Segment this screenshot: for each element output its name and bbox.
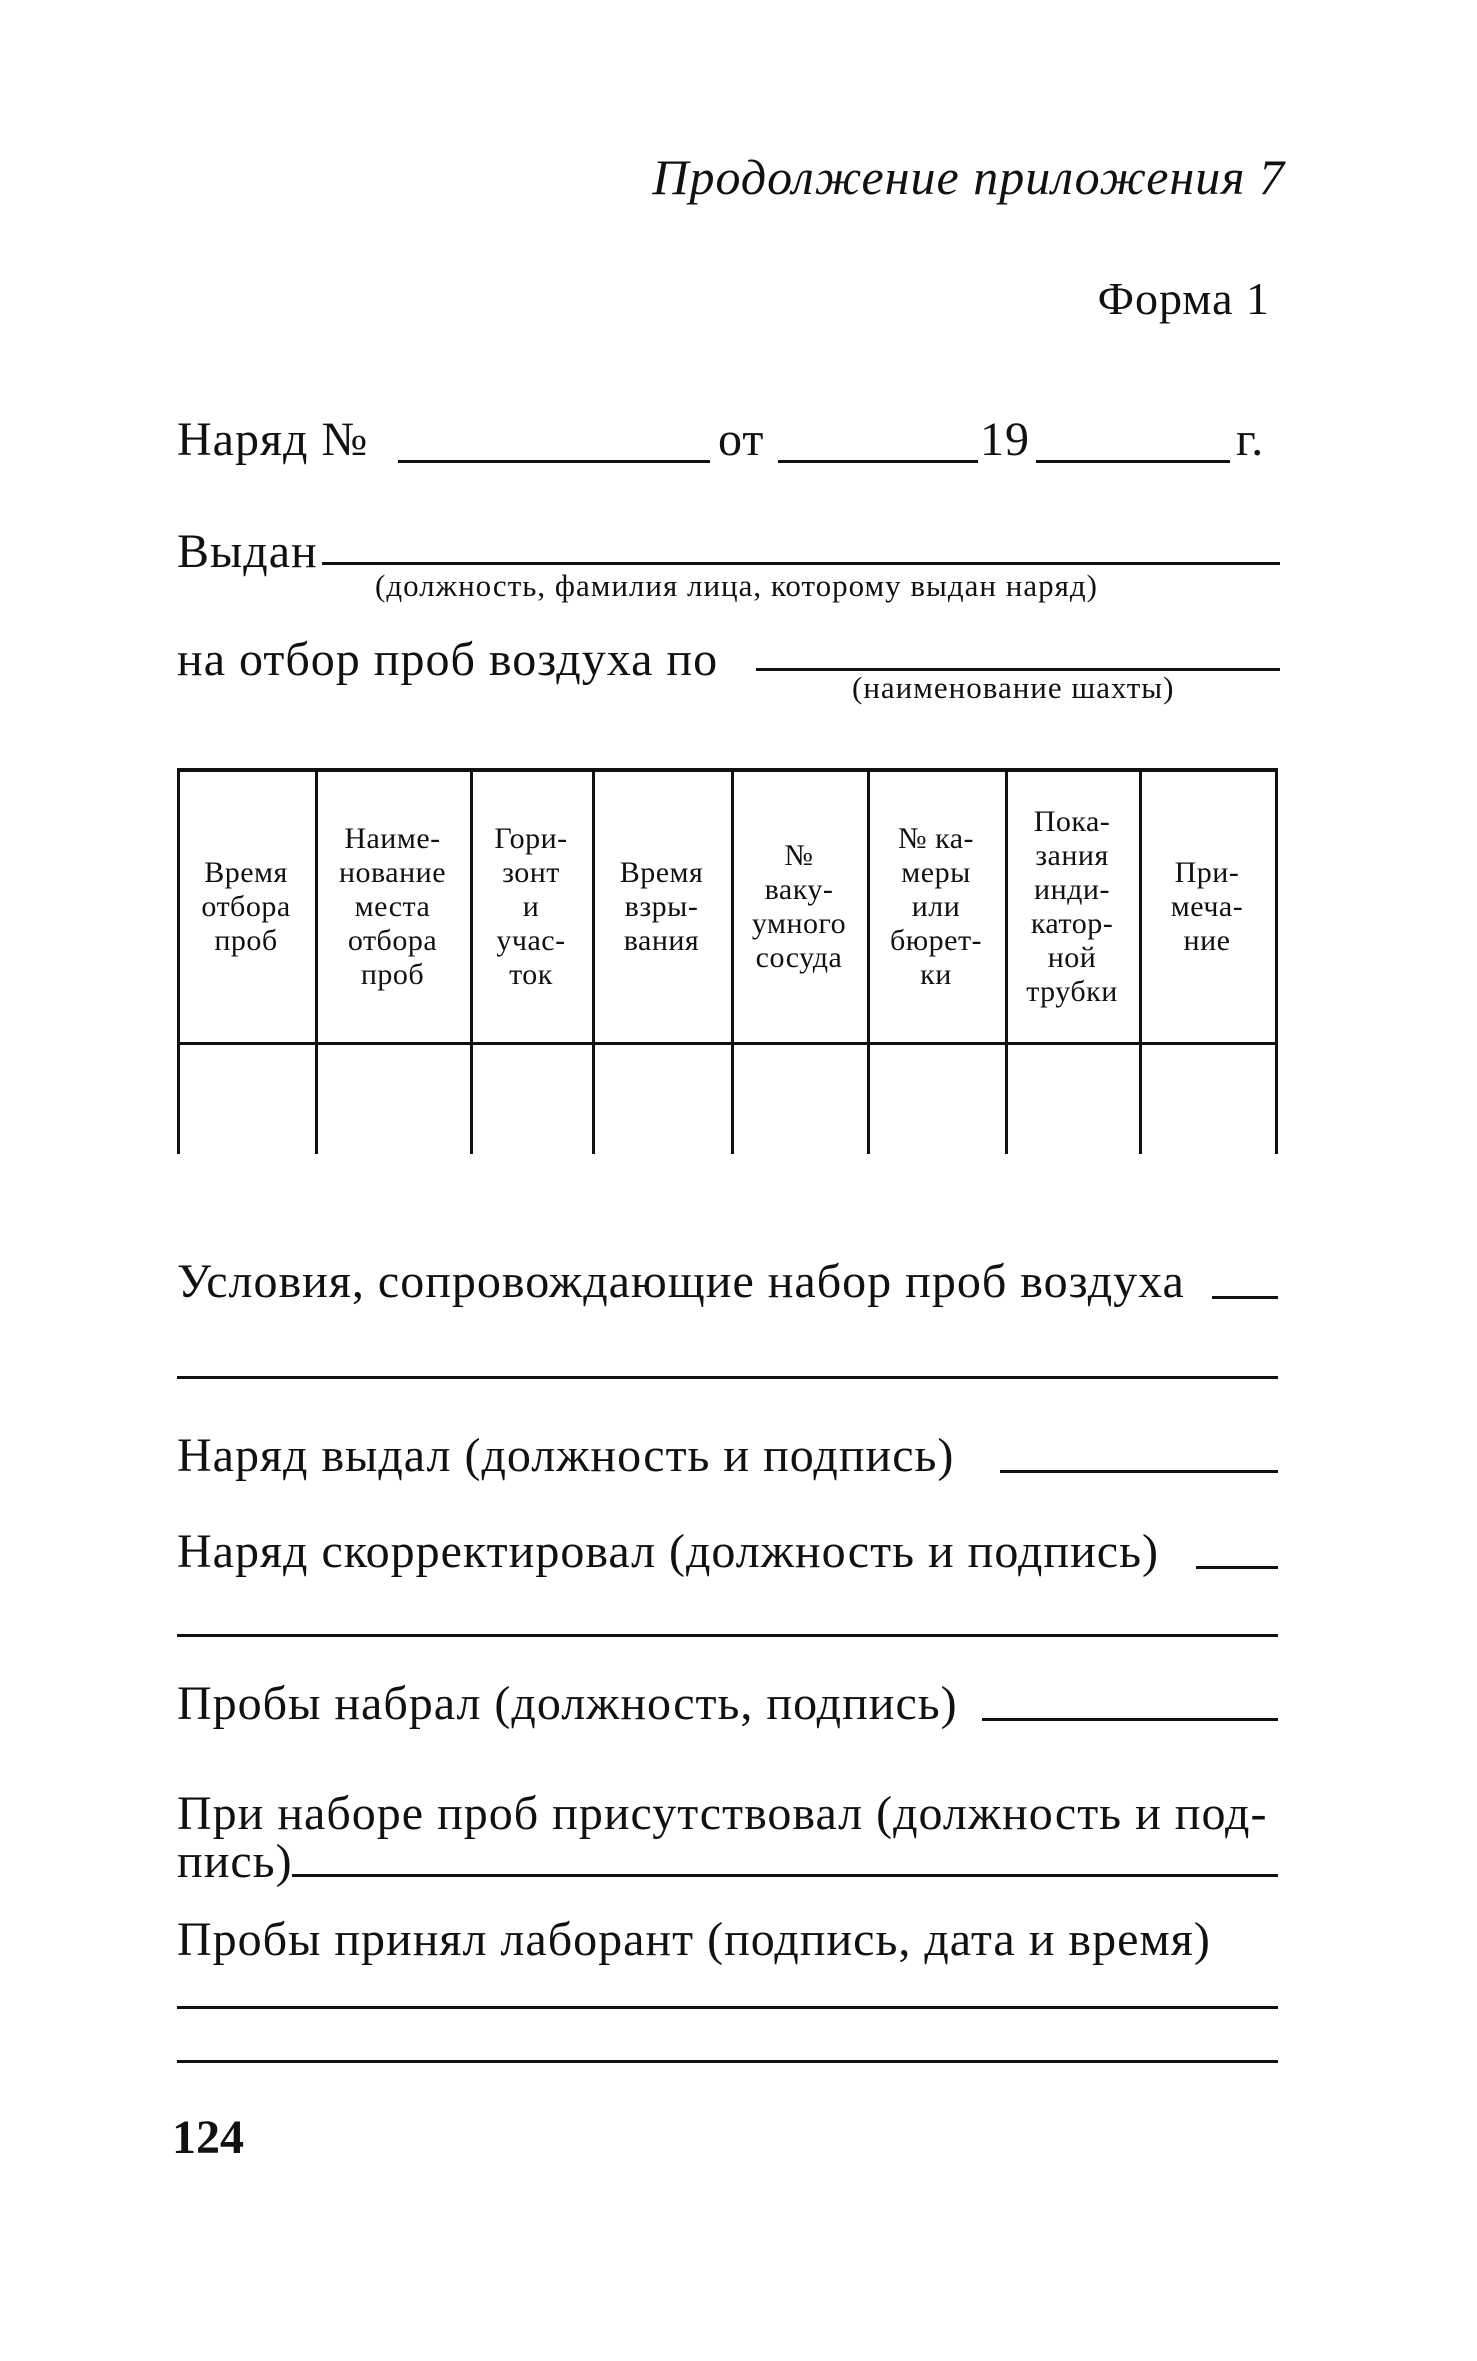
order-date-label: от	[718, 413, 765, 466]
received-by-label: Пробы принял лаборант (подпись, дата и время)	[177, 1913, 1211, 1966]
issued-by-label: Наряд выдал (должность и подпись)	[177, 1429, 955, 1482]
purpose-caption: (наименование шахты)	[852, 670, 1175, 705]
sampled-by-label: Пробы набрал (должность, подпись)	[177, 1677, 958, 1730]
corrected-by-blank-continued[interactable]	[177, 1634, 1278, 1637]
received-by-blank-continued[interactable]	[177, 2060, 1278, 2063]
present-blank[interactable]	[292, 1874, 1278, 1877]
table-header-sampling-place: Наиме- нование места отбора проб	[338, 822, 447, 991]
form-label: Форма 1	[1097, 273, 1270, 324]
conditions-label: Условия, сопровождающие набор проб воздуха	[177, 1255, 1185, 1308]
table-header-note: При- меча- ние	[1170, 856, 1244, 957]
table-header-vessel-number: № ваку- умного сосуда	[751, 839, 847, 974]
order-number-blank[interactable]	[398, 460, 710, 463]
order-year-suffix: г.	[1236, 413, 1265, 466]
received-by-blank[interactable]	[177, 2006, 1278, 2009]
conditions-blank[interactable]	[1212, 1296, 1278, 1299]
present-label-line2: пись)	[177, 1835, 293, 1888]
order-date-blank[interactable]	[778, 460, 978, 463]
purpose-label: на отбор проб воздуха по	[177, 633, 719, 686]
table-header-divider	[177, 1042, 1278, 1045]
corrected-by-label: Наряд скорректировал (должность и подпись)	[177, 1525, 1159, 1578]
table-border	[1275, 768, 1278, 1154]
table-header-chamber-number: № ка- меры или бюрет- ки	[889, 822, 983, 991]
sampled-by-blank[interactable]	[982, 1718, 1278, 1721]
corrected-by-blank[interactable]	[1196, 1566, 1278, 1569]
conditions-blank-continued[interactable]	[177, 1376, 1278, 1379]
samples-table	[177, 768, 1278, 1150]
present-label-line1: При наборе проб присутствовал (должность и под-	[177, 1787, 1268, 1840]
page-number: 124	[172, 2111, 244, 2164]
table-header-blast-time: Время взры- вания	[619, 856, 704, 957]
table-header-sampling-time: Время отбора проб	[201, 856, 291, 957]
table-header-horizon: Гори- зонт и учас- ток	[494, 822, 568, 991]
continuation-heading: Продолжение приложения 7	[652, 149, 1285, 205]
issued-blank[interactable]	[322, 562, 1280, 565]
issued-caption: (должность, фамилия лица, которому выдан наряд)	[375, 568, 1098, 603]
order-number-label: Наряд №	[177, 413, 369, 466]
order-year-prefix: 19	[980, 413, 1030, 466]
order-year-blank[interactable]	[1036, 460, 1230, 463]
table-header-indicator-reading: Пока- зания инди- катор- ной трубки	[1026, 805, 1118, 1008]
issued-by-blank[interactable]	[1000, 1470, 1278, 1473]
issued-label: Выдан	[177, 525, 318, 578]
